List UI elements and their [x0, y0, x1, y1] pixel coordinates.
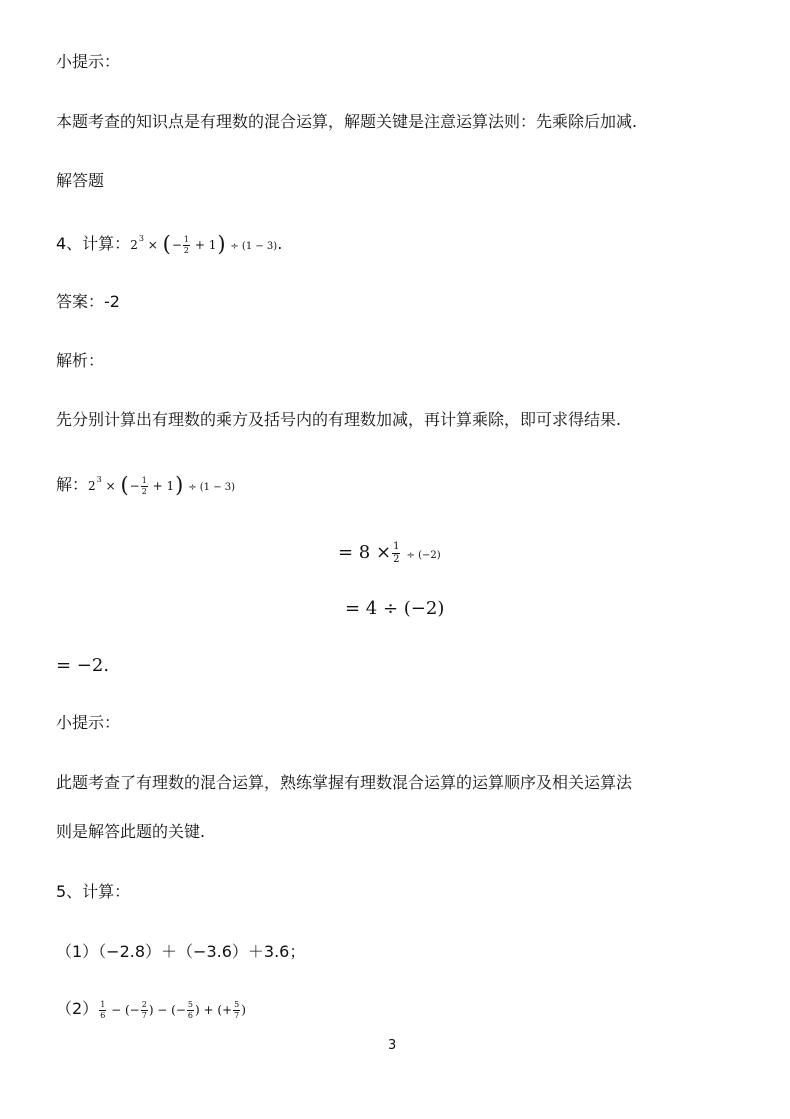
step1-fraction — [392, 542, 400, 565]
expression-tail: ÷ (1 − 3) — [188, 482, 236, 493]
fraction-denominator: 6 — [187, 1011, 194, 1020]
operator-1: − (− — [111, 1003, 140, 1017]
part-2-label: （2） — [56, 999, 99, 1018]
close-paren: ) — [241, 1003, 246, 1017]
tip-2-text-line-1: 此题考查了有理数的混合运算，熟练掌握有理数混合运算的运算顺序及相关运算法 — [56, 773, 633, 792]
part-2-expression — [98, 1000, 246, 1020]
question-5-part-2 — [56, 996, 246, 1023]
fraction-denominator: 7 — [234, 1011, 240, 1020]
expression-tail: ÷ (1 − 3) — [230, 241, 278, 252]
solution-label: 解： — [56, 475, 89, 494]
step1-prefix: = 8 × — [338, 542, 392, 563]
open-paren: ( — [120, 473, 129, 497]
step1-suffix: ÷ (−2) — [406, 550, 441, 561]
fraction-numerator: 1 — [393, 541, 400, 552]
fraction-denominator: 2 — [183, 246, 189, 255]
base: 2 — [88, 479, 96, 493]
fraction-numerator: 2 — [141, 1000, 147, 1009]
fraction-half — [183, 236, 190, 255]
fraction-numerator: 1 — [100, 1000, 106, 1009]
section-title: 解答题 — [56, 171, 105, 190]
question-4-label: 4、计算： — [56, 234, 131, 253]
analysis-text: 先分别计算出有理数的乘方及括号内的有理数加减，再计算乘除，即可求得结果. — [56, 410, 622, 429]
close-paren: ) — [175, 473, 184, 497]
tip-2-label: 小提示： — [56, 713, 121, 732]
minus-sign: − — [129, 479, 140, 493]
analysis-label: 解析： — [56, 351, 105, 370]
answer: 答案：-2 — [56, 292, 120, 311]
operator-3: ) + (+ — [195, 1003, 233, 1017]
minus-sign: − — [171, 238, 182, 252]
fraction-b — [141, 1001, 148, 1020]
page-number: 3 — [388, 1038, 397, 1053]
fraction-denominator: 7 — [141, 1011, 147, 1020]
question-5-label: 5、计算： — [56, 882, 131, 901]
solution-step-1 — [338, 533, 441, 576]
solution-line — [56, 467, 235, 501]
period: . — [277, 234, 283, 253]
tip-2-text-line-2: 则是解答此题的关键. — [56, 822, 206, 841]
question-4-expression — [130, 232, 278, 256]
solution-expression — [88, 473, 236, 497]
base: 2 — [130, 238, 138, 252]
fraction-d — [233, 1001, 240, 1020]
times-sign: × — [105, 479, 116, 493]
operator-2: ) − (− — [148, 1003, 186, 1017]
question-4 — [56, 226, 282, 260]
fraction-a — [99, 1001, 106, 1020]
fraction-numerator: 5 — [234, 1000, 240, 1009]
tip-text: 本题考查的知识点是有理数的混合运算，解题关键是注意运算法则：先乘除后加减. — [56, 112, 638, 131]
fraction-numerator: 1 — [183, 235, 189, 244]
fraction-denominator: 6 — [100, 1011, 106, 1020]
plus-one: + 1 — [194, 238, 217, 252]
solution-step-2: = 4 ÷ (−2) — [345, 598, 445, 619]
fraction-denominator: 2 — [393, 554, 400, 565]
question-5-part-1: （1）（−2.8）＋（−3.6）＋3.6； — [56, 942, 306, 961]
fraction-half — [141, 477, 148, 496]
plus-one: + 1 — [152, 479, 175, 493]
tip-label: 小提示： — [56, 52, 121, 71]
solution-step-3: = −2. — [56, 655, 110, 676]
exponent: 3 — [138, 234, 144, 243]
fraction-denominator: 2 — [141, 487, 147, 496]
close-paren: ) — [217, 232, 226, 256]
open-paren: ( — [162, 232, 171, 256]
exponent: 3 — [96, 475, 102, 484]
times-sign: × — [147, 238, 158, 252]
fraction-numerator: 1 — [141, 476, 147, 485]
fraction-numerator: 5 — [187, 1000, 194, 1009]
fraction-c — [187, 1001, 194, 1020]
